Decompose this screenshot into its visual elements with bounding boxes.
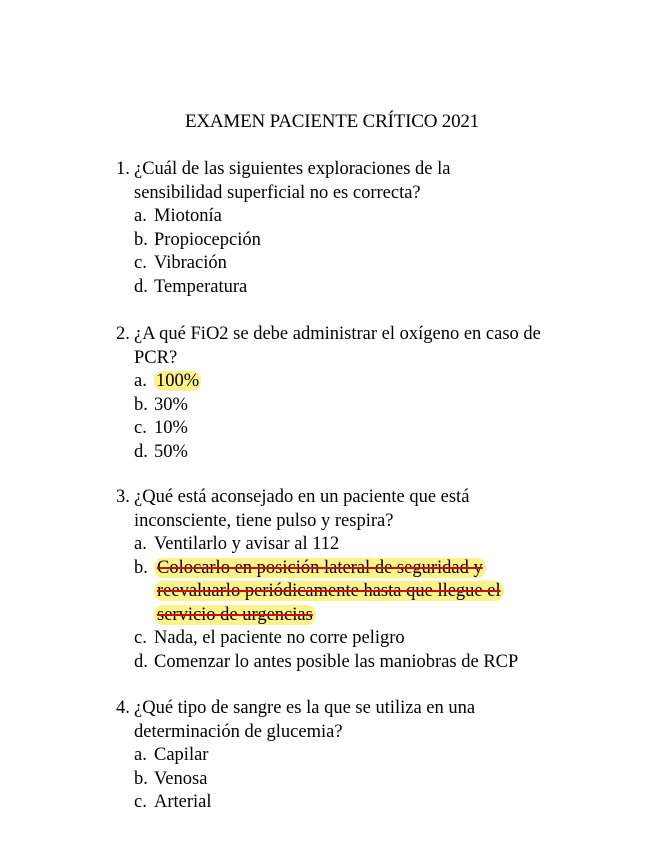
question-1 <box>116 158 586 299</box>
option-letter: b. <box>134 229 148 250</box>
option-letter: b. <box>134 557 148 578</box>
option-letter: d. <box>134 441 148 462</box>
option-a <box>134 744 586 768</box>
option-text: Comenzar lo antes posible las maniobras de RCP <box>154 651 519 672</box>
option-text: Vibración <box>154 253 227 273</box>
option-letter: a. <box>134 534 147 554</box>
option-c <box>134 417 586 441</box>
option-text: Arterial <box>154 792 212 812</box>
question-number: 1. <box>116 159 130 179</box>
option-letter: a. <box>134 206 147 226</box>
question-text: ¿A qué FiO2 se debe administrar el oxígeno en caso de PCR? <box>134 324 541 368</box>
option-letter: d. <box>134 651 148 672</box>
option-letter: a. <box>134 371 147 391</box>
option-text: Miotonía <box>154 206 222 226</box>
option-text: 30% <box>154 394 188 415</box>
option-c <box>134 252 586 276</box>
option-text: Venosa <box>154 768 208 789</box>
option-text: Temperatura <box>154 276 248 297</box>
options-list <box>134 205 586 299</box>
option-c <box>134 627 586 651</box>
option-a <box>134 370 586 394</box>
option-text: 50% <box>154 441 188 462</box>
option-d <box>134 441 586 465</box>
options-list <box>134 533 586 674</box>
option-b <box>134 557 586 628</box>
question-4 <box>116 697 586 815</box>
option-d <box>134 651 586 675</box>
question-text: ¿Qué está aconsejado en un paciente que está inconsciente, tiene pulso y respira? <box>134 487 470 531</box>
option-text: 10% <box>154 418 188 438</box>
option-letter: b. <box>134 394 148 415</box>
question-number: 4. <box>116 698 130 718</box>
question-number: 3. <box>116 487 130 507</box>
options-list <box>134 744 586 815</box>
option-text: Capilar <box>154 745 209 765</box>
question-3 <box>116 486 586 674</box>
highlighted-struck-answer: Colocarlo en posición lateral de seguridad y reevaluarlo periódicamente hasta que llegue el servicio de urgencias <box>154 558 504 625</box>
option-b <box>134 768 586 792</box>
option-letter: d. <box>134 276 148 297</box>
option-d <box>134 276 586 300</box>
question-2 <box>116 323 586 464</box>
options-list <box>134 370 586 464</box>
option-letter: c. <box>134 418 147 438</box>
option-a <box>134 533 586 557</box>
option-b <box>134 394 586 418</box>
option-letter: c. <box>134 253 147 273</box>
option-b <box>134 229 586 253</box>
option-a <box>134 205 586 229</box>
question-text: ¿Qué tipo de sangre es la que se utiliza en una determinación de glucemia? <box>134 698 476 742</box>
option-letter: a. <box>134 745 147 765</box>
option-text: Nada, el paciente no corre peligro <box>154 628 405 648</box>
highlighted-answer: 100% <box>156 371 200 391</box>
option-c <box>134 791 586 815</box>
question-number: 2. <box>116 324 130 344</box>
page-title: EXAMEN PACIENTE CRÍTICO 2021 <box>184 111 479 132</box>
option-letter: b. <box>134 768 148 789</box>
option-letter: c. <box>134 792 147 812</box>
option-letter: c. <box>134 628 147 648</box>
question-text: ¿Cuál de las siguientes exploraciones de la sensibilidad superficial no es correcta? <box>134 159 451 203</box>
option-text: Propiocepción <box>154 229 261 250</box>
option-text: Ventilarlo y avisar al 112 <box>154 534 340 554</box>
